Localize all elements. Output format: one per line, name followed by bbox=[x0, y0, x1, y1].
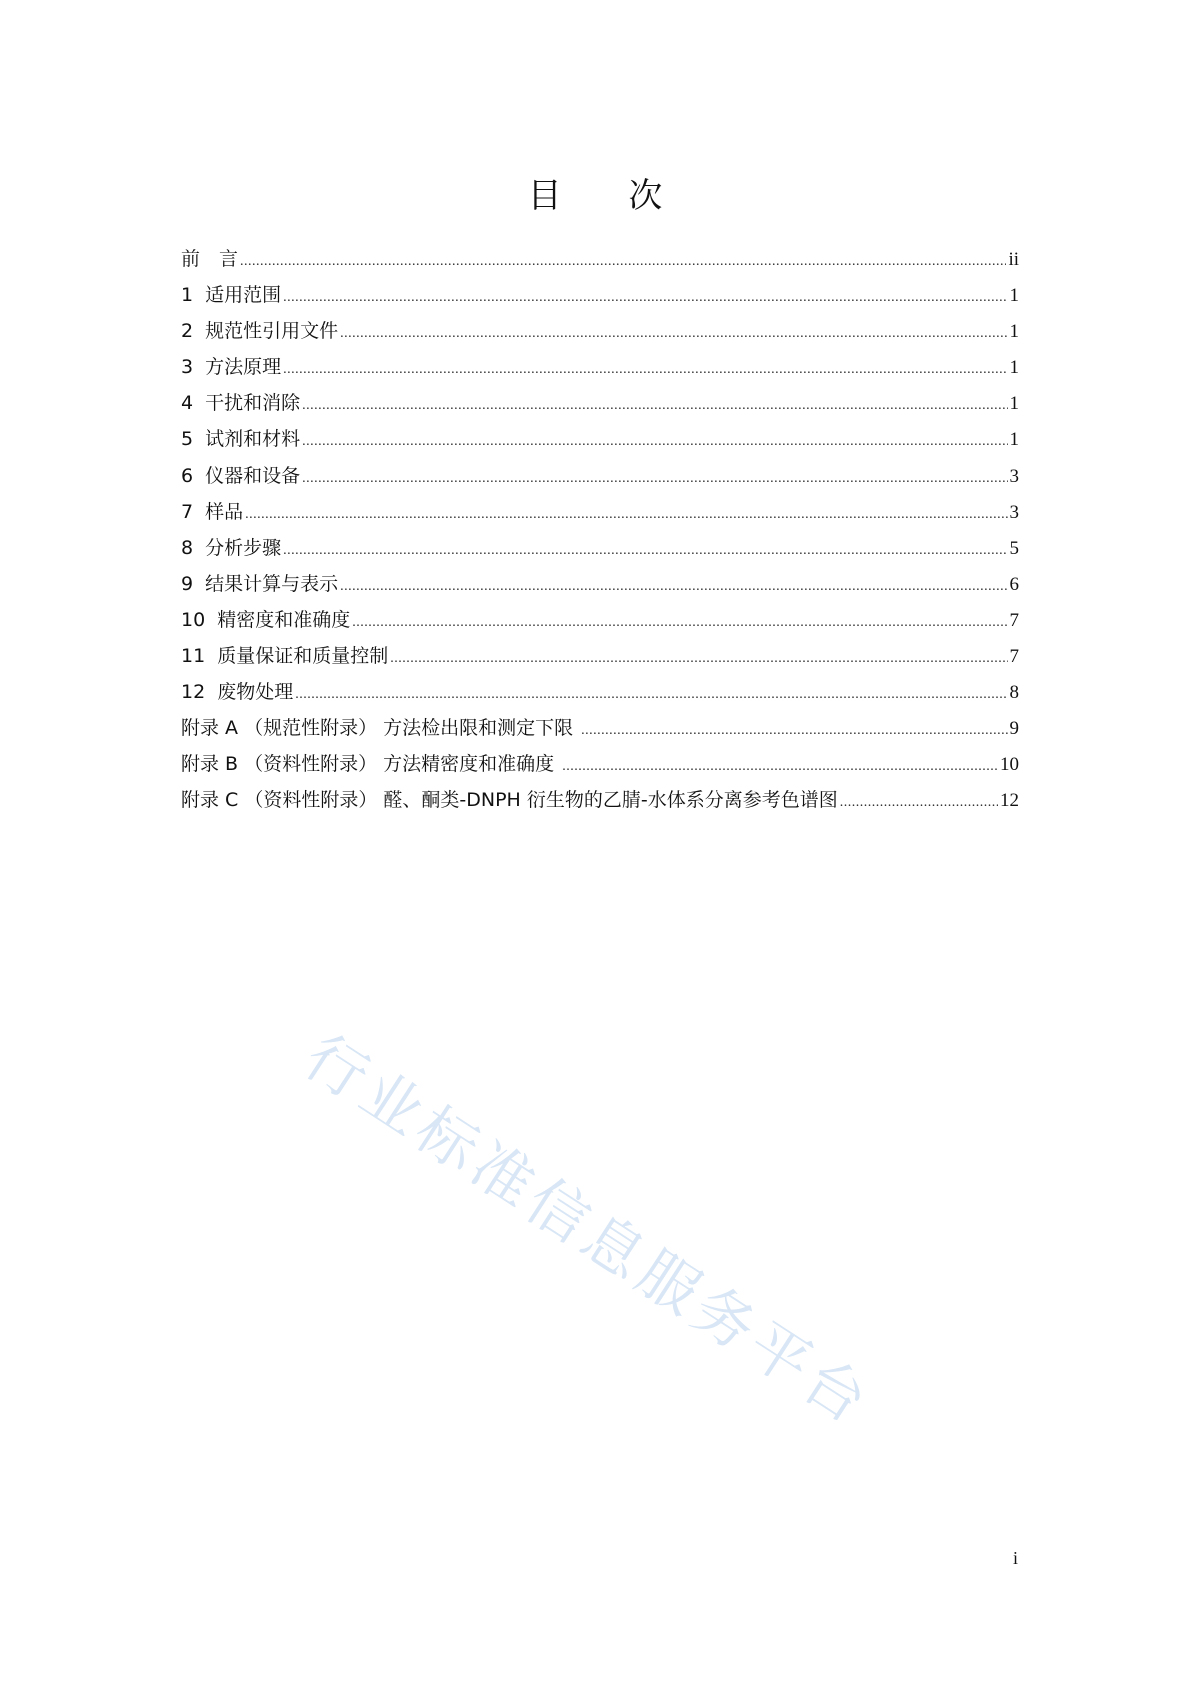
toc-entry-page: 9 bbox=[1009, 718, 1019, 740]
toc-entry-6[interactable] bbox=[181, 461, 1019, 497]
toc-entry-label: 12 废物处理 bbox=[181, 681, 294, 704]
toc-leader-dots bbox=[240, 254, 1006, 270]
toc-entry-page: 6 bbox=[1009, 573, 1019, 595]
toc-leader-dots bbox=[283, 290, 1007, 306]
toc-leader-dots bbox=[302, 398, 1007, 414]
toc-entry-label: 1 适用范围 bbox=[181, 284, 282, 307]
toc-entry-page: 1 bbox=[1009, 393, 1019, 415]
toc-entry-label: 2 规范性引用文件 bbox=[181, 320, 339, 343]
toc-entry-label: 11 质量保证和质量控制 bbox=[181, 645, 389, 668]
toc-entry-9[interactable] bbox=[181, 569, 1019, 605]
toc-leader-dots bbox=[340, 579, 1007, 595]
toc-entry-label: 5 试剂和材料 bbox=[181, 428, 301, 451]
toc-entry-label: 附录 A （规范性附录） 方法检出限和测定下限 bbox=[181, 717, 580, 740]
toc-entry-label: 8 分析步骤 bbox=[181, 536, 282, 559]
toc-entry-7[interactable] bbox=[181, 497, 1019, 533]
toc-entry-page: 1 bbox=[1009, 357, 1019, 379]
toc-entry-label: 前 言 bbox=[181, 248, 239, 270]
toc-entry-page: 7 bbox=[1009, 609, 1019, 631]
toc-leader-dots bbox=[581, 723, 1007, 739]
toc-entry-page: 8 bbox=[1009, 682, 1019, 704]
toc-entry-page: 3 bbox=[1009, 465, 1019, 487]
toc-entry-label: 4 干扰和消除 bbox=[181, 392, 301, 415]
toc-entry-3[interactable] bbox=[181, 352, 1019, 388]
toc-entry-label: 7 样品 bbox=[181, 500, 244, 523]
toc-entry-page: 1 bbox=[1009, 429, 1019, 451]
title-char-1: 目 bbox=[527, 176, 562, 216]
toc-entry-page: ii bbox=[1008, 249, 1019, 270]
toc-entry-11[interactable] bbox=[181, 641, 1019, 677]
toc-entry-page: 5 bbox=[1009, 537, 1019, 559]
toc-entry-label: 10 精密度和准确度 bbox=[181, 608, 351, 631]
toc-entry-appendix-a[interactable] bbox=[181, 713, 1019, 749]
toc-leader-dots bbox=[245, 507, 1007, 523]
toc-leader-dots bbox=[283, 362, 1007, 378]
toc-entry-page: 7 bbox=[1009, 646, 1019, 668]
toc-leader-dots bbox=[390, 651, 1007, 667]
toc-entry-8[interactable] bbox=[181, 533, 1019, 569]
toc-entry-page: 3 bbox=[1009, 501, 1019, 523]
toc-entry-12[interactable] bbox=[181, 677, 1019, 713]
toc-leader-dots bbox=[302, 471, 1007, 487]
toc-leader-dots bbox=[352, 615, 1007, 631]
toc-entry-page: 12 bbox=[1000, 790, 1019, 812]
toc-entry-label: 9 结果计算与表示 bbox=[181, 572, 339, 595]
toc-leader-dots bbox=[340, 326, 1007, 342]
toc-entry-foreword[interactable] bbox=[181, 244, 1019, 280]
toc-entry-label: 附录 B （资料性附录） 方法精密度和准确度 bbox=[181, 753, 561, 776]
toc-leader-dots bbox=[840, 795, 998, 811]
toc-entry-label: 3 方法原理 bbox=[181, 356, 282, 379]
toc-entry-page: 1 bbox=[1009, 285, 1019, 307]
toc-entry-1[interactable] bbox=[181, 280, 1019, 316]
toc-entry-5[interactable] bbox=[181, 424, 1019, 460]
footer-page-number: i bbox=[1012, 1548, 1018, 1568]
toc-entry-appendix-c[interactable] bbox=[181, 785, 1019, 821]
toc-entry-label: 6 仪器和设备 bbox=[181, 464, 301, 487]
toc-entry-4[interactable] bbox=[181, 388, 1019, 424]
toc-entry-page: 1 bbox=[1009, 321, 1019, 343]
toc-entry-page: 10 bbox=[1000, 754, 1019, 776]
toc-entry-10[interactable] bbox=[181, 605, 1019, 641]
toc-entry-label: 附录 C （资料性附录） 醛、酮类-DNPH 衍生物的乙腈-水体系分离参考色谱图 bbox=[181, 789, 838, 812]
toc-leader-dots bbox=[562, 759, 998, 775]
toc-leader-dots bbox=[295, 687, 1007, 703]
title-char-2: 次 bbox=[628, 176, 663, 216]
watermark-text: 行业标准信息服务平台 bbox=[292, 1021, 884, 1441]
toc-leader-dots bbox=[302, 434, 1007, 450]
toc-leader-dots bbox=[283, 543, 1007, 559]
toc-entry-2[interactable] bbox=[181, 316, 1019, 352]
page-title bbox=[0, 168, 1190, 217]
table-of-contents bbox=[181, 244, 1019, 822]
toc-entry-appendix-b[interactable] bbox=[181, 749, 1019, 785]
